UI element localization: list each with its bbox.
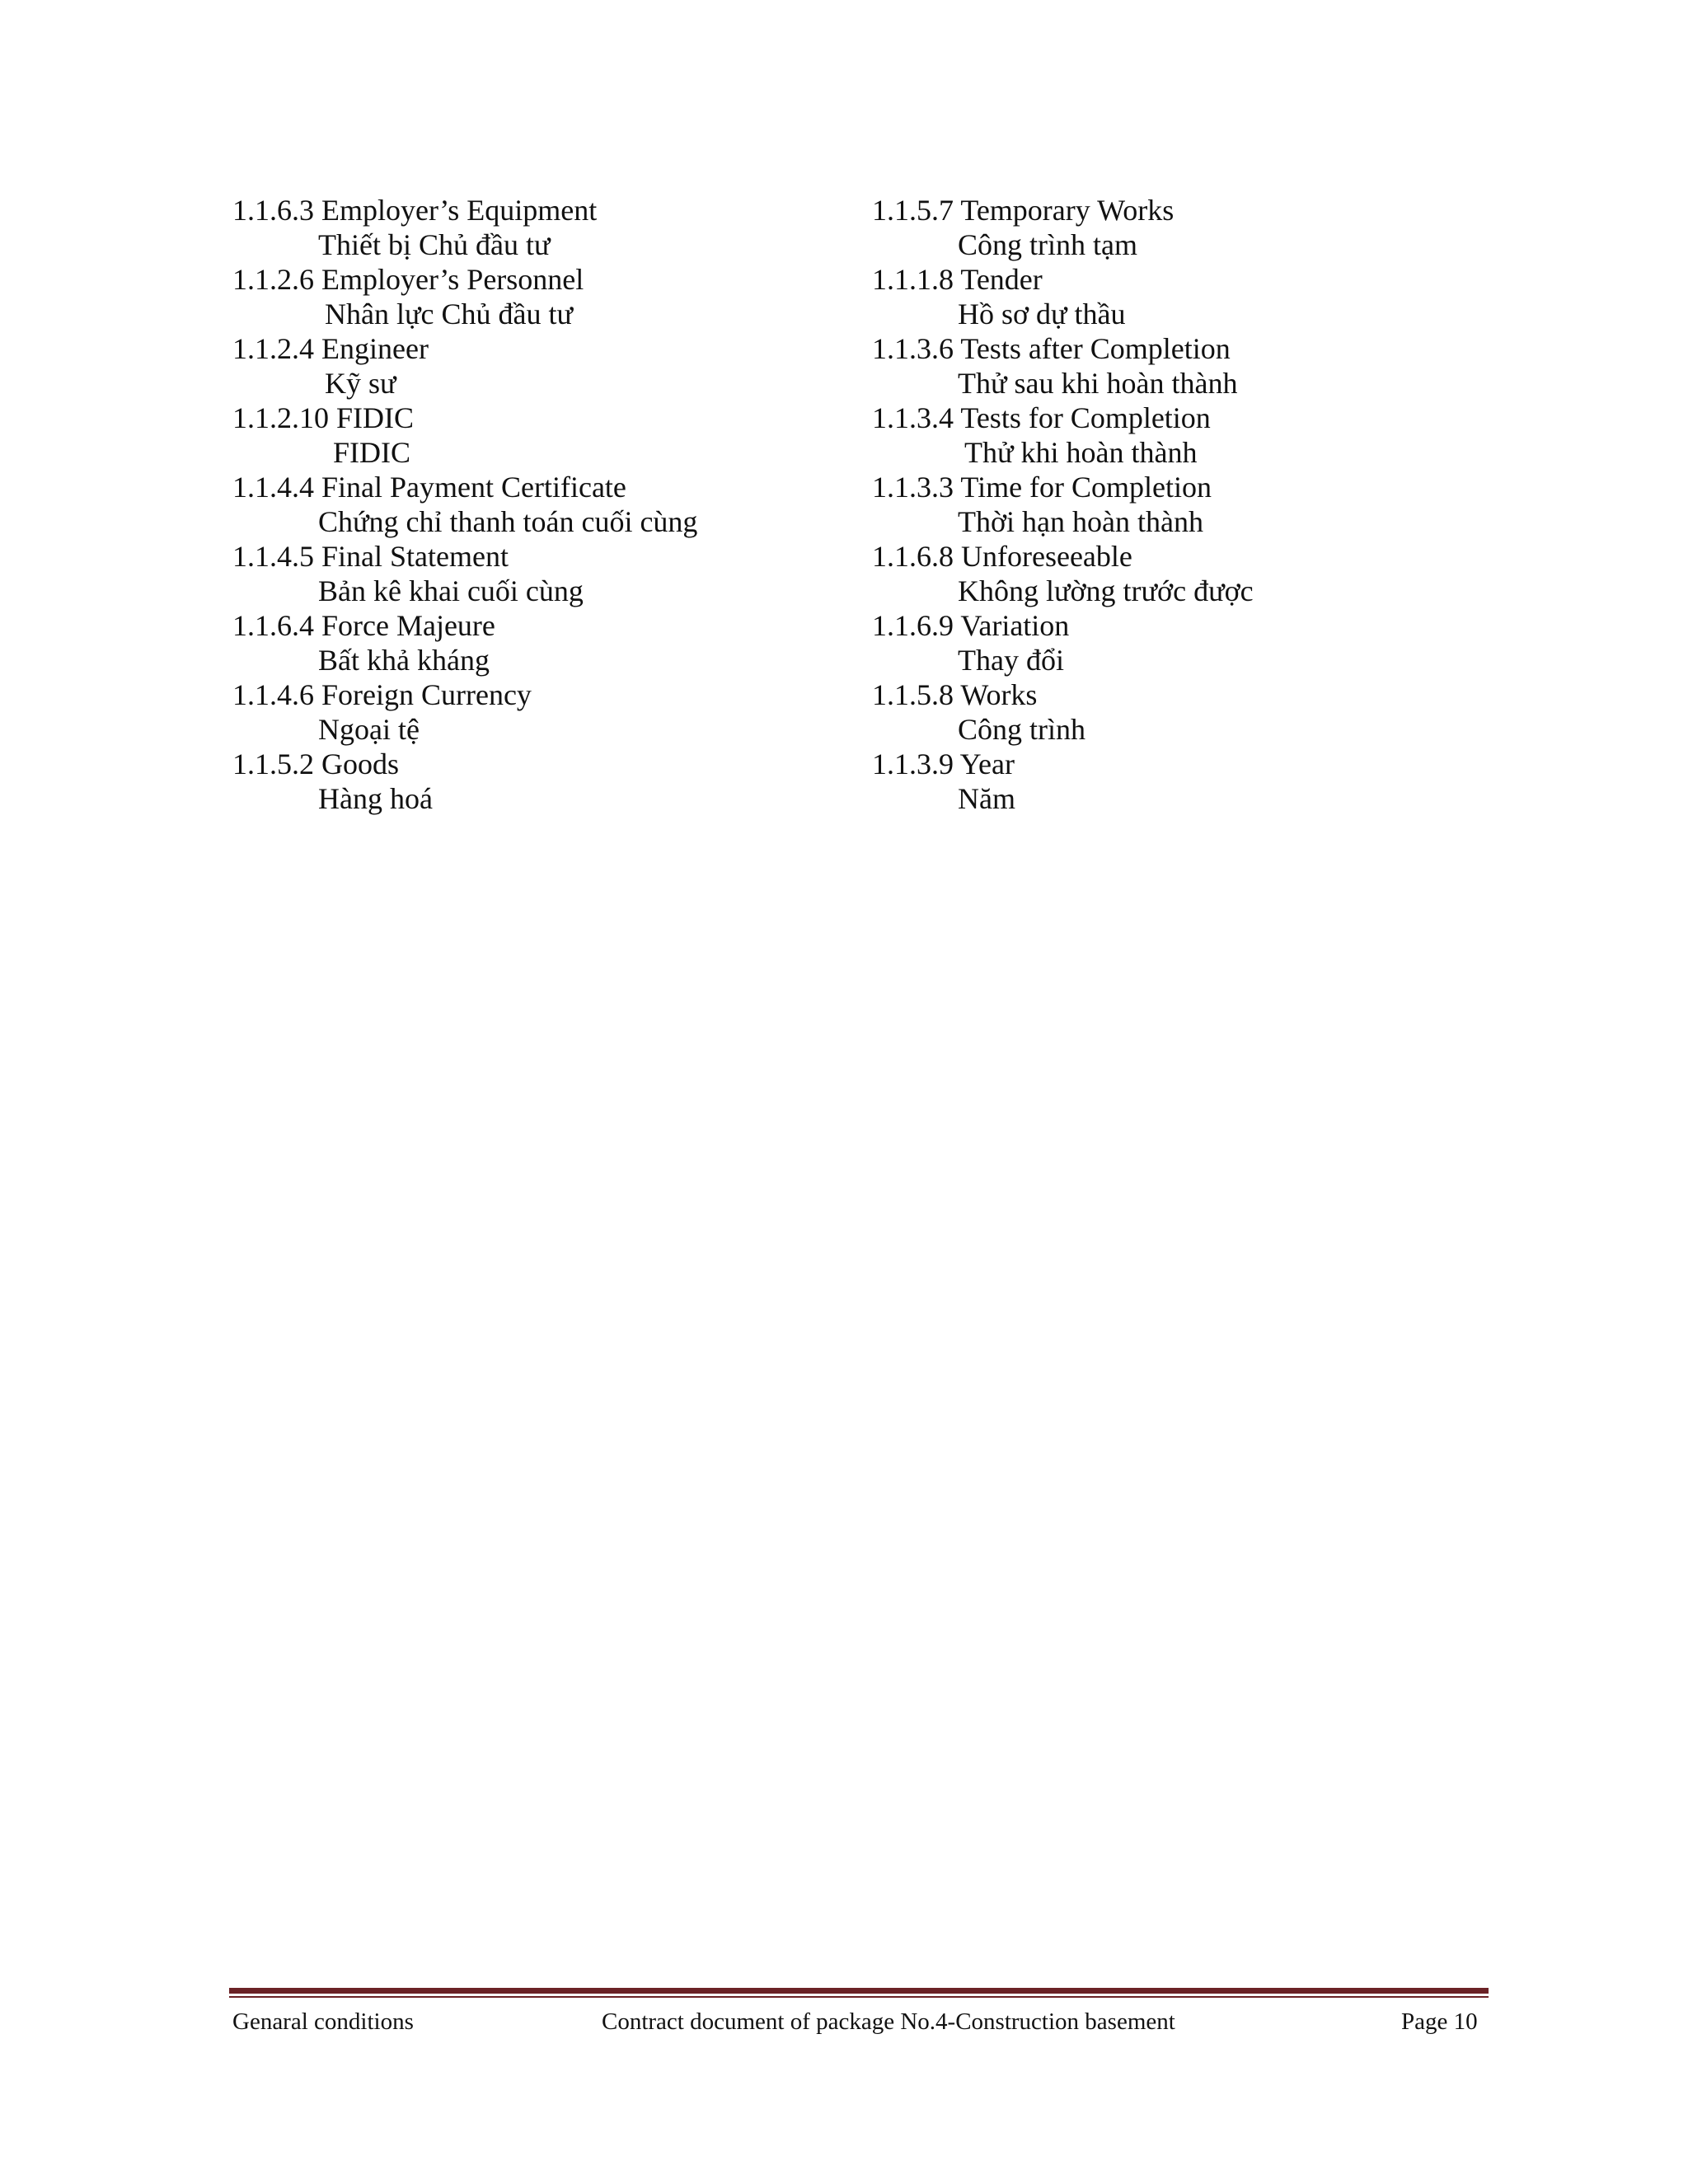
definition-term: 1.1.3.4 Tests for Completion	[872, 401, 1211, 434]
footer-section-title: Genaral conditions	[232, 2008, 414, 2035]
definition-term: 1.1.6.4 Force Majeure	[232, 609, 495, 642]
definition-translation: Không lường trước được	[958, 574, 1254, 607]
definition-translation: Thử khi hoàn thành	[964, 436, 1198, 469]
definition-entry	[232, 747, 859, 816]
definitions-right-column	[872, 193, 1531, 816]
definition-term: 1.1.3.3 Time for Completion	[872, 471, 1212, 504]
definition-entry	[872, 401, 1531, 470]
definition-translation: Thiết bị Chủ đầu tư	[318, 228, 551, 261]
definition-translation: Chứng chỉ thanh toán cuối cùng	[318, 505, 698, 538]
definition-translation: Kỹ sư	[325, 367, 396, 400]
definition-translation: Thử sau khi hoàn thành	[958, 367, 1238, 400]
footer-document-title: Contract document of package No.4-Construction basement	[602, 2008, 1175, 2035]
definition-translation: Năm	[958, 782, 1015, 815]
definition-term: 1.1.4.6 Foreign Currency	[232, 678, 532, 711]
definition-entry	[232, 539, 859, 608]
definition-translation: Thay đổi	[958, 644, 1064, 677]
definition-term: 1.1.3.9 Year	[872, 748, 1015, 780]
definition-translation: Ngoại tệ	[318, 713, 420, 746]
definition-entry	[872, 331, 1531, 401]
definition-translation: Bản kê khai cuối cùng	[318, 574, 584, 607]
definition-translation: FIDIC	[333, 436, 411, 469]
definition-entry	[232, 470, 859, 539]
definition-term: 1.1.1.8 Tender	[872, 263, 1043, 296]
definition-term: 1.1.2.6 Employer’s Personnel	[232, 263, 584, 296]
footer-divider-thick	[229, 1988, 1489, 1994]
definition-term: 1.1.3.6 Tests after Completion	[872, 332, 1231, 365]
definition-term: 1.1.4.5 Final Statement	[232, 540, 509, 573]
definition-term: 1.1.5.2 Goods	[232, 748, 400, 780]
definition-entry	[232, 262, 859, 331]
definition-term: 1.1.2.10 FIDIC	[232, 401, 415, 434]
definition-entry	[872, 470, 1531, 539]
definition-translation: Thời hạn hoàn thành	[958, 505, 1203, 538]
definition-term: 1.1.2.4 Engineer	[232, 332, 429, 365]
definition-translation: Hàng hoá	[318, 782, 433, 815]
footer-page-number: Page 10	[1401, 2008, 1478, 2035]
definition-term: 1.1.5.7 Temporary Works	[872, 194, 1175, 227]
definition-entry	[232, 401, 859, 470]
definition-entry	[872, 677, 1531, 747]
definition-entry	[872, 539, 1531, 608]
definition-term: 1.1.4.4 Final Payment Certificate	[232, 471, 626, 504]
definition-entry	[872, 747, 1531, 816]
definition-term: 1.1.6.8 Unforeseeable	[872, 540, 1132, 573]
definition-term: 1.1.5.8 Works	[872, 678, 1038, 711]
footer-divider	[229, 1988, 1489, 1999]
definition-term: 1.1.6.3 Employer’s Equipment	[232, 194, 598, 227]
definition-entry	[872, 608, 1531, 677]
definition-entry	[232, 608, 859, 677]
definition-term: 1.1.6.9 Variation	[872, 609, 1070, 642]
definition-entry	[232, 193, 859, 262]
definition-entry	[872, 262, 1531, 331]
footer-divider-thin	[229, 1996, 1489, 1998]
definitions-left-column	[232, 193, 859, 816]
definition-entry	[232, 677, 859, 747]
definition-entry	[232, 331, 859, 401]
definition-translation: Nhân lực Chủ đầu tư	[325, 298, 573, 330]
definition-translation: Hồ sơ dự thầu	[958, 298, 1126, 330]
definition-translation: Công trình	[958, 713, 1086, 746]
definition-translation: Bất khả kháng	[318, 644, 490, 677]
definition-entry	[872, 193, 1531, 262]
definition-translation: Công trình tạm	[958, 228, 1137, 261]
